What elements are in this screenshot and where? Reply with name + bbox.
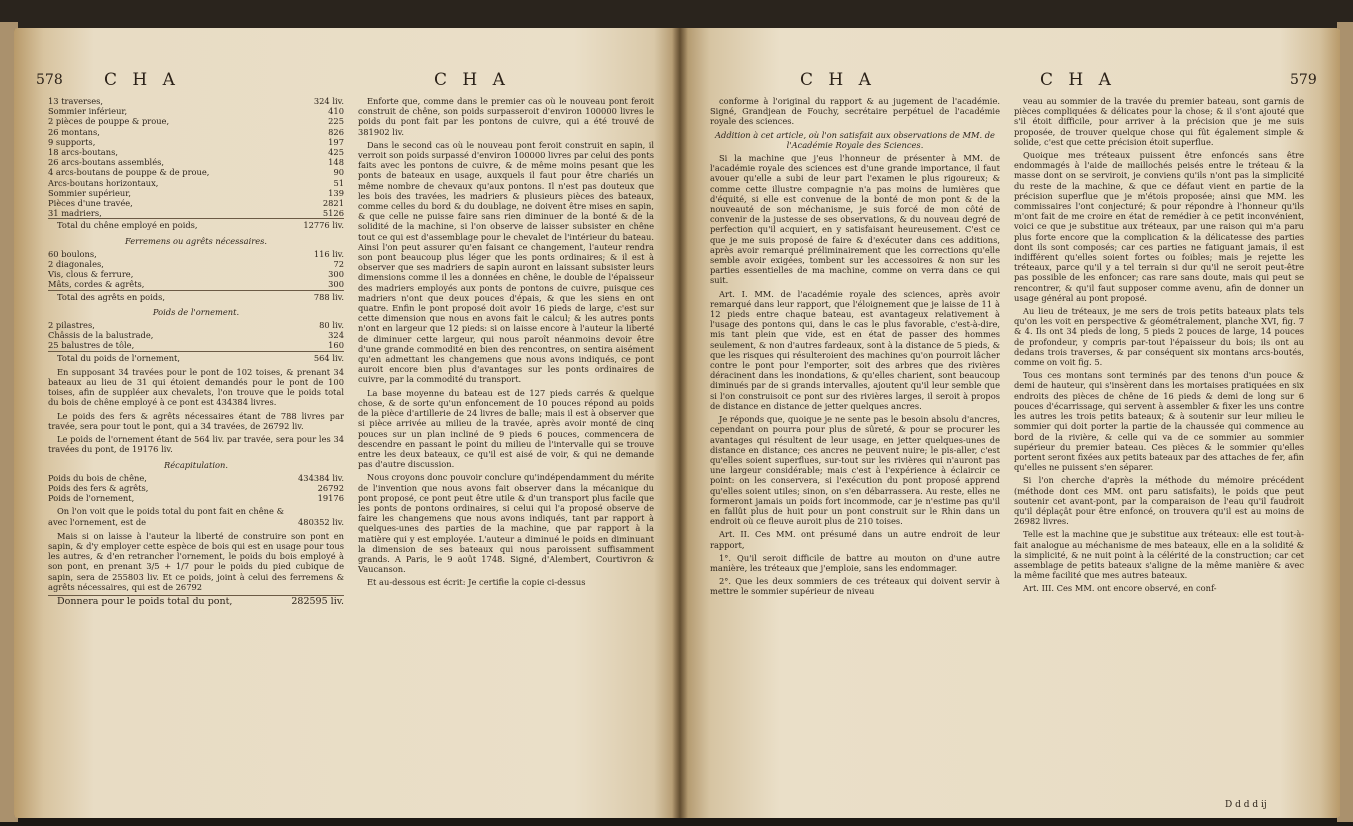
ledger-label: 26 montans, [48,126,100,137]
ledger-oak-total [48,218,344,230]
left-page-number: 578 [36,72,63,88]
right-header-col1: C H A [800,70,876,90]
paragraph: 1°. Qu'il seroit difficile de battre au mouton on d'une autre manière, les tréteaux que j'emploie, sans les endommager. [710,552,1000,573]
total-value: 282595 liv. [284,595,344,607]
paragraph: veau au sommier de la travée du premier bateau, sont garnis de pièces compliquées & délicates pour la chose; & il s'ont ajouté que s'il étoit difficile, pour arriver à la précision que je me suis proposée, de trouver quelque chose qui fût également simple & solide, c'est que cette précision étoit superflue. [1014,96,1304,147]
left-column-2 [358,96,654,591]
ledger-row [48,483,344,493]
ledger-label: 13 traverses, [48,96,104,106]
right-column-2 [1014,96,1304,597]
paragraph: En supposant 34 travées pour le pont de 102 toises, & prenant 34 bateaux au lieu de 31 qui étoient demandés pour le pont de 100 toises, afin de suppléer aux chevalets, l'on trouve que le poids total du bois de chêne employé à ce pont est 434384 livres. [48,366,344,408]
heading-ornement: Poids de l'ornement. [152,306,240,317]
paragraph: Mais si on laisse à l'auteur la liberté de construire son pont en sapin, & d'y employer cette espèce de bois qui est en usage pour tous les autres, & d'en retrancher l'ornement, le poids du bois employé à son pont, en prenant 3/5 + 1/7 pour le poids du pied cubique de sapin, sera de 255803 liv. Et ce poids, joint à celui des ferremens & agrêts nécessaires, qui est de 26792 [48,530,344,592]
ledger-total-row [48,219,344,231]
ledger-row [48,96,344,106]
total-label: Total du poids de l'ornement, [48,351,284,363]
left-column-1 [48,96,344,607]
ledger-row [48,167,344,177]
ledger-value: 80 liv. [319,320,344,331]
ledger-label: 4 arcs-boutans de pouppe & de proue, [48,167,210,178]
ledger-value: 300 [328,269,344,280]
paragraph: Au lieu de tréteaux, je me sers de trois petits bateaux plats tels qu'on les voit en perspective & géométralement, planche XVI, fig. 7 & 4. Ils ont 34 pieds de long, 5 pieds 2 pouces de large, 14 pouces de profondeur, y compris par-tout l'épaisseur du bois; ils ont au dedans trois traverses, & par conséquent six montans arcs-boutés, comme on voit fig. 5. [1014,306,1304,368]
ledger-label: Arcs-boutans horizontaux, [48,177,159,188]
ledger-label: Poids du bois de chêne, [48,472,147,483]
ledger-label: Pièces d'une travée, [48,198,133,209]
ledger-value: 19176 [317,493,344,504]
paragraph: 2°. Que les deux sommiers de ces tréteaux qui doivent servir à mettre le sommier supérieur de niveau [710,576,1000,597]
ledger-row [48,279,344,289]
ledger-value: 116 liv. [313,248,344,259]
ledger-value: 324 liv. [313,96,344,106]
ledger-recap [48,473,344,504]
ledger-label: Châssis de la balustrade, [48,330,154,341]
ledger-label: Mâts, cordes & agrêts, [48,279,145,290]
ledger-total-row [48,351,344,363]
ledger-row [48,330,344,340]
ledger-value: 160 [328,340,344,351]
ledger-value: 197 [328,136,344,147]
left-header-col2: C H A [434,70,510,90]
ledger-row [48,137,344,147]
ledger-value: 72 [333,259,344,270]
ledger-row [48,116,344,126]
ledger-agrets-total [48,290,344,302]
ledger-oak [48,96,344,218]
ledger-row [48,147,344,157]
ledger-value: 425 [328,147,344,158]
ledger-row [48,198,344,208]
ledger-label: 60 boulons, [48,248,97,259]
book-gutter [672,28,688,818]
left-header-col1: C H A [104,70,180,90]
paragraph: Art. III. Ces MM. ont encore observé, en conf- [1023,583,1217,594]
ledger-value: 480352 liv. [298,516,344,527]
paragraph: Je réponds que, quoique je ne sente pas le besoin absolu d'ancres, cependant on pourra pour plus de sûreté, & pour se procurer les avantages qui résultent de leur usage, en jetter quelques-unes de distance en distance; ces ancres ne peuvent nuire; le pis-aller, c'est qu'elles soient superflues, sur-tout sur les rivières qui n'auront pas une largeur considérable; mais c'est à l'expérience à éclaircir ce point: on les conservera, si l'exécution du pont proposé apprend qu'elles soient utiles; sinon, on s'en débarrassera. Au reste, elles ne formeront jamais un poids fort incommode, car je n'estime pas qu'il en fallût plus de huit pour un pont construit sur le Rhin dans un endroit où ce fleuve auroit plus de 210 toises. [710,414,1000,527]
ledger-row [48,127,344,137]
ledger-label: 18 arcs-boutans, [48,147,118,158]
ledger-label: Sommier supérieur, [48,187,131,198]
ledger-agrets [48,249,344,290]
paragraph: La base moyenne du bateau est de 127 pieds carrés & quelque chose, & de sorte qu'un enfoncement de 10 pouces répond au poids de la pièce d'artillerie de 24 livres de balle; mais il est à observer que si pièce arrivée au milieu de la travée, après avoir monté de cinq pouces sur un plan incliné de 9 pieds 6 pouces, commencera de descendre en passant le point du milieu de l'intervalle qui se trouve entre les deux bateaux, ce qu'il est aisé de voir, & qui ne demande pas d'autre discussion. [358,387,654,470]
paragraph: Telle est la machine que je substitue aux tréteaux: elle est tout-à-fait analogue au méchanisme de mes bateaux, elle en a la solidité & la simplicité, & ne nuit point à la célérité de la construction; car cet assemblage de petits bateaux s'aligne de la même manière & avec la même facilité que mes autres bateaux. [1014,529,1304,581]
paragraph: Nous croyons donc pouvoir conclure qu'indépendamment du mérite de l'invention que nous avons fait observer dans la mécanique du pont proposé, ce pont peut être utile & d'un transport plus facile que les ponts de pontons ordinaires, si celui qui l'a proposé observe de faire les changemens que nous avons indiqués, tant par rapport à quelques-unes des parties de la machine, que par rapport à la matière qui y est employée. L'auteur a diminué le poids en diminuant la dimension de ses bateaux qui nous paroissent suffisamment grands. A Paris, le 9 août 1748. Signé, d'Alembert, Courtivron & Vaucanson. [358,472,654,575]
ledger-row [48,208,344,218]
total-value: 12776 liv. [284,219,344,231]
ledger-label: 2 pilastres, [48,320,95,331]
ledger-label: 2 diagonales, [48,259,104,270]
ledger-recap-total [48,506,344,526]
ledger-row [48,493,344,503]
total-label: Total du chêne employé en poids, [48,219,284,231]
ledger-value: 410 [328,106,344,117]
ledger-value: 139 [328,187,344,198]
ledger-row [48,249,344,259]
ledger-row [48,506,344,526]
ledger-value: 26792 [317,482,344,493]
ledger-label: 9 supports, [48,136,96,147]
paragraph: Si la machine que j'eus l'honneur de présenter à MM. de l'académie royale des sciences est d'une grande importance, il faut avouer qu'elle a subi de leur part l'examen le plus rigoureux; & comme cette illustre compagnie n'a pas moins de lumières que d'équité, si elle est convenue de la bonté de mon pont & de la nouveauté de son méchanisme, je suis forcé de mon côté de convenir de la justesse de ses observations, & du nouveau degré de perfection qu'il acquiert, en y satisfaisant heureusement. C'est ce que je me suis proposé de faire & d'exécuter dans ces additions, après avoir remarqué préliminairement que les corrections qu'elle semble avoir exigées, tombent sur les accessoires & non sur les parties essentielles de ma machine, comme on verra dans ce qui suit. [710,153,1000,286]
ledger-value: 90 [333,167,344,178]
ledger-label: 2 pièces de pouppe & proue, [48,116,170,127]
total-label: Total des agrêts en poids, [48,290,284,302]
paragraph: Tous ces montans sont terminés par des tenons d'un pouce & demi de hauteur, qui s'insèrent dans les mortaises pratiquées en six endroits des pièces de chêne de 16 pieds & demi de long sur 6 pouces d'écarrissage, qui servent à assembler & fixer les uns contre les autres les trois petits bateaux; & à soutenir sur leur milieu le sommier qui doit porter la partie de la chaussée qui commence au bord de la rivière, & celle qui va de ce sommier au sommier supérieur du premier bateau. Ces pièces & le sommier qu'elles portent seront fixées aux petits bateaux par des attaches de fer, afin qu'elles ne puissent s'en séparer. [1014,370,1304,473]
ledger-value: 2821 [322,198,344,209]
right-column-1 [710,96,1000,600]
ledger-final [48,595,344,607]
paragraph: Et au-dessous est écrit: Je certifie la copie ci-dessus [367,577,586,588]
ledger-label: 26 arcs-boutans assemblés, [48,157,164,168]
paragraph: Art. II. Ces MM. ont présumé dans un autre endroit de leur rapport, [710,529,1000,550]
heading-recapitulation: Récapitulation. [164,459,228,470]
ledger-row [48,106,344,116]
ledger-ornement [48,320,344,351]
ledger-row [48,473,344,483]
total-value: 564 liv. [284,351,344,363]
ledger-row [48,157,344,167]
ledger-value: 225 [328,116,344,127]
paragraph: Addition à cet article, où l'on satisfait aux observations de MM. de l'Académie Royale des Sciences. [715,129,995,150]
ledger-total-row [48,290,344,302]
ledger-label: 25 balustres de tôle, [48,340,135,351]
total-label: Donnera pour le poids total du pont, [48,595,284,607]
ledger-total-row [48,595,344,607]
signature-mark: D d d d ij [1225,800,1267,810]
ledger-row [48,259,344,269]
ledger-value: 148 [328,157,344,168]
heading-ferremens: Ferremens ou agrêts nécessaires. [124,235,268,246]
paragraph: Le poids des fers & agrêts nécessaires étant de 788 livres par travée, sera pour tout le pont, qui a 34 travées, de 26792 liv. [48,410,344,431]
paragraph: Quoique mes tréteaux puissent être enfoncés sans être endommagés à l'aide de maillochés peisés entre le tréteau & la masse dont on se serviroit, je conviens qu'ils n'ont pas la simplicité du reste de la machine, & que ce défaut vient en partie de la précision superflue que je m'étois proposée; ainsi que MM. les commissaires l'ont conjecturé; & pour répondre à l'honneur qu'ils m'ont fait de me croire en état de remédier à ce petit inconvénient, voici ce que je substitue aux tréteaux, par une raison qui m'a paru plus forte encore que la complication & la délicatesse des parties dont ils sont composés; car ces parties ne fatiguant jamais, il est indifférent qu'elles soient fortes ou foibles; mais je rejette les tréteaux, parce qu'il y a tel terrain si dur qu'il ne seroit peut-être pas possible de les enfoncer; cas rare sans doute, mais qui peut se rencontrer, & qu'il faut supposer comme avenu, afin de donner un usage général au pont proposé. [1014,150,1304,303]
ledger-value: 324 [328,330,344,341]
ledger-value: 826 [328,126,344,137]
ledger-row [48,178,344,188]
ledger-label: 31 madriers, [48,208,102,219]
paragraph: Art. I. MM. de l'académie royale des sciences, après avoir remarqué dans leur rapport, que l'éloignement que je laisse de 11 à 12 pieds entre chaque bateau, est avantageux relativement à l'usage des pontons qui, dans le cas le plus favorable, c'est-à-dire, mis tant plein que vide, est en état de passer des hommes seulement, & non d'autres fardeaux, sont à la distance de 5 pieds, & que les risques qui résulteroient des machines qu'on pourroit lâcher contre le pont pour l'emporter, soit des arbres que des rivières déracinent dans les inondations, & qu'elles charient, sont beaucoup diminués par de si grands intervalles, ajoutent qu'il leur semble que si l'on construisoit ce pont sur des rivières larges, il seroit à propos de distance en distance de jetter quelques ancres. [710,288,1000,411]
ledger-value: 434384 liv. [298,472,344,483]
right-header-col2: C H A [1040,70,1116,90]
ledger-value: 5126 [322,208,344,219]
ledger-label: Poids des fers & agrêts, [48,482,149,493]
paragraph: Dans le second cas où le nouveau pont feroit construit en sapin, il verroit son poids surpassé d'environ 100000 livres par celui des ponts faits avec les pontons de cuivre, & de même moins pesant que les ponts de bateaux en usage, auxquels il faut pour être chariés un même nombre de chevaux qu'aux pontons. Il n'est pas douteux que les bois des travées, les madriers & plusieurs pièces des bateaux, comme celles du bord & du doublage, ne doivent être mises en sapin, & que celle ne puisse faire sans rien diminuer de la bonté & de la solidité de la machine, si l'on observe de laisser subsister en chêne tout ce qui est d'assemblage pour le chevalet de l'intérieur du bateau. Ainsi l'on peut assurer qu'en faisant ce changement, l'auteur rendra son pont beaucoup plus léger que les ponts ordinaires; & il est à observer que ses madriers de sapin auront en laissant subsister leurs dimensions comme il les a données en chêne, le double de l'épaisseur des madriers employés aux ponts de pontons de cuivre, puisque ces madriers n'ont que deux pouces d'épais, & que les siens en ont quatre. Enfin le pont proposé doit avoir 16 pieds de large, c'est sur cette dimension que nous en avons fait le calcul; & les autres ponts n'ont en largeur que 12 pieds: si on laisse encore à l'auteur la liberté de diminuer cette largeur, qui nous paroît néanmoins devoir être d'une grande commodité en bien des rencontres, on sentira aisément qu'en admettant les changemens que nous avons indiqués, ce pont auroit encore bien plus d'avantages sur les ponts ordinaires de cuivre, par la commodité du transport. [358,139,654,385]
ledger-label: On l'on voit que le poids total du pont fait en chêne & avec l'ornement, est de [48,506,284,527]
left-page [14,28,680,818]
paragraph: conforme à l'original du rapport & au jugement de l'académie. Signé, Grandjean de Fouchy, secrétaire perpétuel de l'académie royale des sciences. [710,96,1000,127]
ledger-row [48,269,344,279]
paragraph: Enforte que, comme dans le premier cas où le nouveau pont feroit construit de chêne, son poids surpasseroit d'environ 100000 livres le poids du pont fait par les pontons de cuivre, qui a été trouvé de 381902 liv. [358,96,654,137]
ledger-row [48,320,344,330]
ledger-label: Vis, clous & ferrure, [48,269,134,280]
ledger-row [48,340,344,350]
ledger-value: 51 [333,177,344,188]
ledger-row [48,188,344,198]
ledger-ornement-total [48,351,344,363]
right-page-number: 579 [1290,72,1317,88]
ledger-value: 300 [328,279,344,290]
ledger-label: Poids de l'ornement, [48,493,135,504]
paragraph: Le poids de l'ornement étant de 564 liv. par travée, sera pour les 34 travées du pont, de 19176 liv. [48,434,344,455]
total-value: 788 liv. [284,290,344,302]
paragraph: Si l'on cherche d'après la méthode du mémoire précédent (méthode dont ces MM. ont paru satisfaits), le poids que peut soutenir cet avant-pont, par la comparaison de l'eau qu'il faudroit qu'il déplaçât pour être enfoncé, on trouvera qu'il est au moins de 26982 livres. [1014,475,1304,527]
ledger-label: Sommier inférieur, [48,106,128,117]
right-page [680,28,1340,818]
